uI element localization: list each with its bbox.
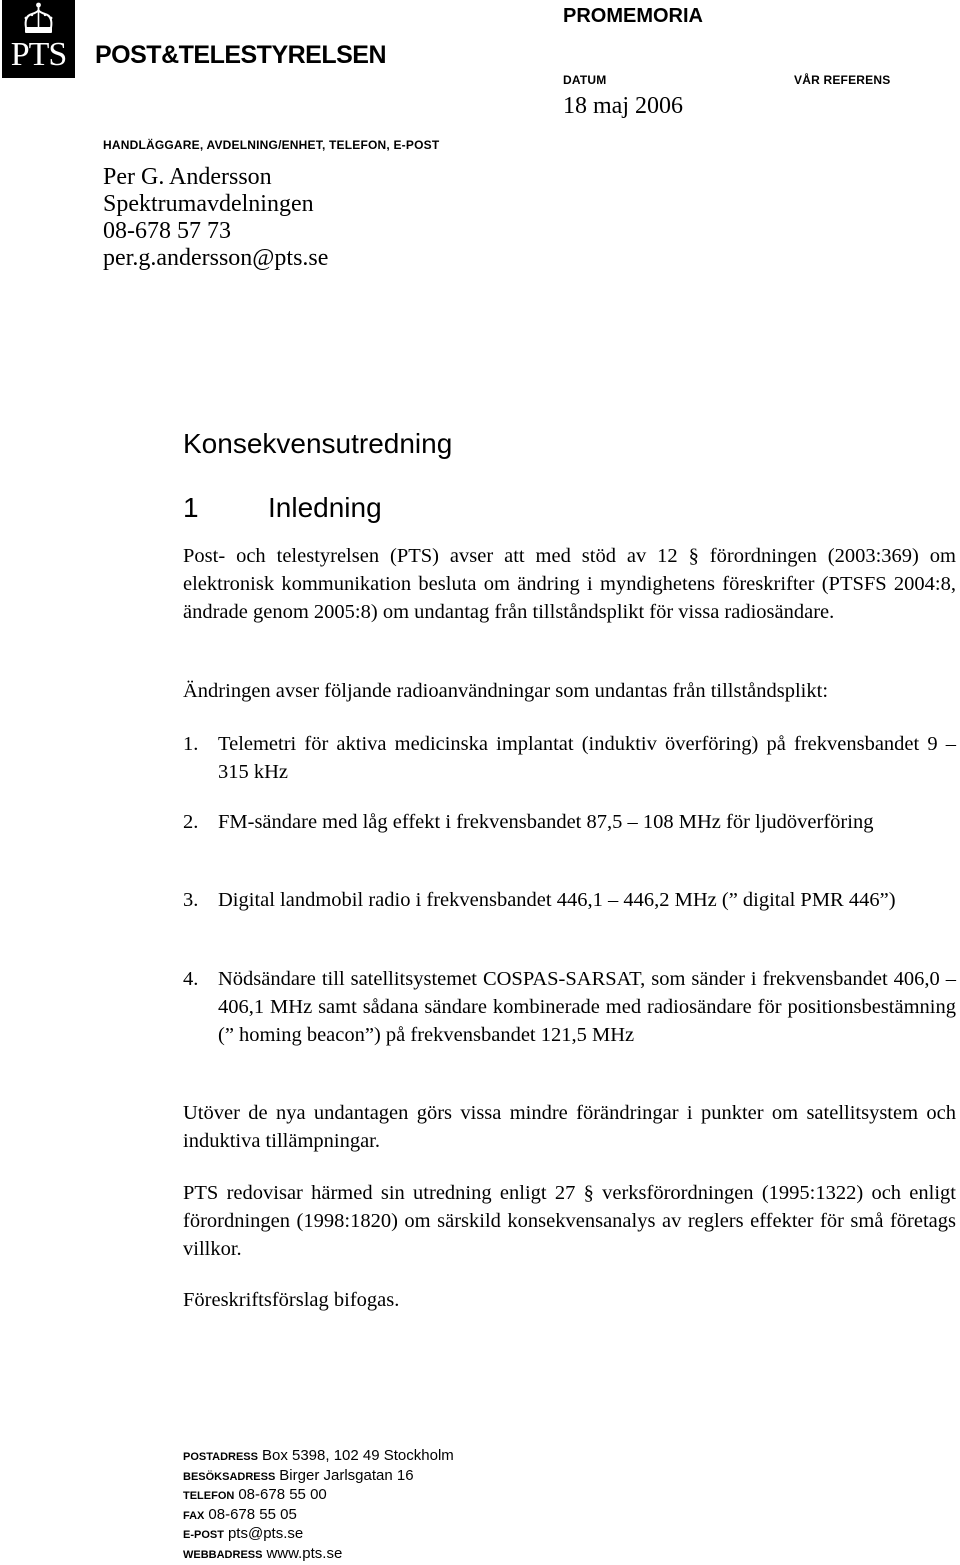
reference-label: VÅR REFERENS (794, 73, 891, 87)
footer-email-value[interactable]: pts@pts.se (227, 1525, 304, 1543)
changes-paragraph: Utöver de nya undantagen görs vissa mindre förändringar i punkter om satellitsystem och induktiva tillämpningar. (183, 1102, 956, 1152)
attachment-paragraph: Föreskriftsförslag bifogas. (183, 1289, 400, 1311)
document-type: PROMEMORIA (563, 5, 703, 27)
footer-phone (183, 1486, 454, 1506)
contact-phone: 08-678 57 73 (103, 218, 231, 244)
footer-email (183, 1525, 454, 1545)
agency-name: POST&TELESTYRELSEN (95, 41, 387, 69)
intro-paragraph: Post- och telestyrelsen (PTS) avser att med stöd av 12 § förordningen (2003:369) om elektronisk kommunikation besluta om ändring i myndighetens föreskrifter (PTSFS 2004:8, ändrade genom 2005:8) om undantag från tillståndsplikt för vissa radiosändare. (183, 545, 956, 623)
footer-web-label: WEBBADRESS (183, 1548, 263, 1561)
footer-visit-value: Birger Jarlsgatan 16 (279, 1466, 414, 1484)
list-item-text: FM-sändare med låg effekt i frekvensbandet 87,5 – 108 MHz för ljudöverföring (218, 811, 874, 833)
footer-visit-label: BESÖKSADRESS (183, 1470, 276, 1483)
footer-postal (183, 1447, 454, 1467)
footer-visit (183, 1467, 454, 1487)
list-item (183, 965, 956, 1049)
list-item (183, 808, 956, 836)
date-label: DATUM (563, 73, 607, 87)
list-item-text: Telemetri för aktiva medicinska implantat (induktiv överföring) på frekvensbandet 9 – 315 kHz (218, 733, 956, 783)
contact-label: HANDLÄGGARE, AVDELNING/ENHET, TELEFON, E-POST (103, 138, 440, 152)
footer-fax-value: 08-678 55 05 (208, 1505, 297, 1523)
list-item-text: Nödsändare till satellitsystemet COSPAS-SARSAT, som sänder i frekvensbandet 406,0 – 406,1 MHz samt sådana sändare kombinerade med radiosändare för positionsbestämning (” homing beacon”) på frekvensbandet 121,5 MHz (218, 968, 956, 1046)
list-item (183, 730, 956, 786)
crown-icon (2, 0, 75, 40)
contact-department: Spektrumavdelningen (103, 191, 314, 217)
footer-email-label: E-POST (183, 1529, 224, 1542)
pts-logo (2, 0, 75, 78)
list-item-number: 4. (183, 968, 199, 990)
section-title: Inledning (268, 492, 382, 523)
section-heading (183, 492, 382, 524)
contact-email: per.g.andersson@pts.se (103, 245, 329, 271)
document-title: Konsekvensutredning (183, 428, 453, 459)
footer-address (183, 1447, 454, 1565)
footer-phone-label: TELEFON (183, 1490, 235, 1503)
footer-phone-value: 08-678 55 00 (238, 1486, 327, 1504)
list-item-number: 3. (183, 889, 199, 911)
date-value: 18 maj 2006 (563, 93, 683, 119)
footer-web-value[interactable]: www.pts.se (266, 1544, 343, 1562)
footer-fax-label: FAX (183, 1509, 205, 1522)
footer-postal-label: POSTADRESS (183, 1451, 258, 1463)
logo-text: PTS (10, 36, 67, 73)
section-number: 1 (183, 492, 199, 523)
pts-report-paragraph: PTS redovisar härmed sin utredning enligt 27 § verksförordningen (1995:1322) och enligt förordningen (1998:1820) om särskild konsekvensanalys av reglers effekter för små företags villkor. (183, 1182, 956, 1260)
footer-postal-value: Box 5398, 102 49 Stockholm (261, 1447, 454, 1464)
list-intro-paragraph: Ändringen avser följande radioanvändningar som undantas från tillståndsplikt: (183, 680, 829, 702)
footer-web (183, 1545, 454, 1565)
list-item (183, 886, 956, 914)
list-item-number: 2. (183, 811, 199, 833)
list-item-number: 1. (183, 733, 199, 755)
list-item-text: Digital landmobil radio i frekvensbandet 446,1 – 446,2 MHz (” digital PMR 446”) (218, 889, 896, 911)
contact-name: Per G. Andersson (103, 164, 272, 190)
footer-fax (183, 1506, 454, 1526)
